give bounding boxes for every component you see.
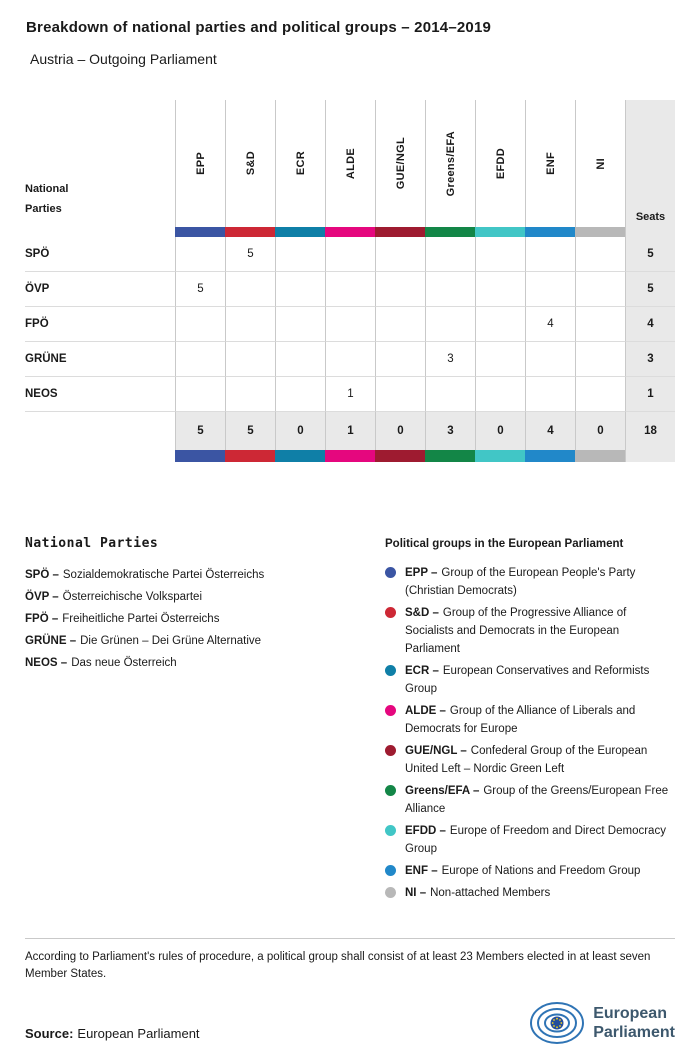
seat-cell (175, 377, 225, 412)
seat-cell (175, 237, 225, 272)
party-name: Österreichische Volkspartei (62, 591, 203, 603)
column-header-greensefa (425, 100, 475, 227)
seat-cell (175, 307, 225, 342)
column-header-label: GUE/NGL (394, 137, 407, 190)
seat-cell (325, 237, 375, 272)
party-total-seats: 1 (625, 377, 675, 412)
party-row-label: SPÖ (25, 237, 175, 272)
european-parliament-logo (529, 1000, 675, 1046)
legend-item-epp (385, 564, 675, 600)
group-abbr: NI – (405, 887, 427, 899)
seats-table (25, 100, 675, 462)
seat-cell: 3 (425, 342, 475, 377)
seats-column-cell (625, 227, 675, 237)
seat-cell: 5 (175, 272, 225, 307)
seat-cell: 5 (225, 237, 275, 272)
seat-cell (425, 377, 475, 412)
table-corner-header (25, 100, 175, 227)
seat-cell (375, 342, 425, 377)
seat-cell (425, 307, 475, 342)
corner-line-1: National (25, 183, 69, 195)
group-name: European Conservatives and Reformists Group (405, 665, 650, 695)
legend-item-fpo (25, 608, 385, 630)
greensefa-color-dot (385, 785, 396, 796)
party-name: Sozialdemokratische Partei Österreichs (62, 569, 265, 581)
column-header-label: EPP (194, 152, 207, 175)
legend-item-grune (25, 630, 385, 652)
seats-column-cell (625, 450, 675, 462)
column-header-sd (225, 100, 275, 227)
political-groups-legend (385, 536, 675, 906)
seat-cell (275, 377, 325, 412)
page-subtitle: Austria – Outgoing Parliament (30, 51, 217, 67)
seat-cell (575, 307, 625, 342)
logo-text-line-2: Parliament (593, 1024, 675, 1041)
seat-cell: 1 (325, 377, 375, 412)
legend-item-text (405, 862, 640, 880)
group-name: Non-attached Members (430, 887, 551, 899)
party-total-seats: 3 (625, 342, 675, 377)
column-header-label: Greens/EFA (444, 130, 457, 197)
legend-item-ni (385, 884, 675, 902)
enf-color-bar (525, 450, 575, 462)
seat-cell (525, 272, 575, 307)
seat-cell (225, 307, 275, 342)
seat-cell: 4 (525, 307, 575, 342)
page-title: Breakdown of national parties and political groups – 2014–2019 (26, 19, 492, 36)
seat-cell (375, 272, 425, 307)
alde-color-bar (325, 227, 375, 237)
alde-color-bar (325, 450, 375, 462)
seat-cell (575, 272, 625, 307)
group-total: 0 (375, 412, 425, 450)
epp-color-bar (175, 450, 225, 462)
source-line (25, 1026, 200, 1041)
total-seats: 18 (625, 412, 675, 450)
ecr-color-bar (275, 227, 325, 237)
party-abbr: ÖVP – (25, 591, 59, 603)
legends (25, 536, 675, 906)
seat-cell (225, 342, 275, 377)
party-total-seats: 5 (625, 237, 675, 272)
sd-color-bar (225, 450, 275, 462)
group-total: 1 (325, 412, 375, 450)
efdd-color-bar (475, 450, 525, 462)
sd-color-dot (385, 607, 396, 618)
group-name: Europe of Freedom and Direct Democracy Group (405, 825, 666, 855)
legend-item-text (405, 782, 675, 818)
alde-color-dot (385, 705, 396, 716)
seat-cell (525, 237, 575, 272)
corner-line-2: Parties (25, 203, 62, 215)
group-abbr: GUE/NGL – (405, 745, 467, 757)
column-header-alde (325, 100, 375, 227)
seat-cell (475, 342, 525, 377)
spacer-cell (25, 412, 175, 450)
column-header-label: EFDD (494, 147, 507, 180)
party-total-seats: 5 (625, 272, 675, 307)
group-name: Europe of Nations and Freedom Group (441, 865, 641, 877)
seat-cell (475, 307, 525, 342)
party-name: Freiheitliche Partei Österreichs (62, 613, 220, 625)
column-header-ecr (275, 100, 325, 227)
seat-cell (325, 272, 375, 307)
seat-cell (575, 377, 625, 412)
legend-item-ecr (385, 662, 675, 698)
group-abbr: EPP – (405, 567, 438, 579)
legend-item-text (405, 662, 675, 698)
legend-item-neos (25, 652, 385, 674)
party-row-label: NEOS (25, 377, 175, 412)
seats-column-header (625, 100, 675, 227)
seat-cell (475, 237, 525, 272)
guengl-color-dot (385, 745, 396, 756)
legend-item-efdd (385, 822, 675, 858)
legend-item-greensefa (385, 782, 675, 818)
column-header-label: ALDE (344, 147, 357, 180)
column-header-epp (175, 100, 225, 227)
seat-cell (475, 272, 525, 307)
group-abbr: ECR – (405, 665, 439, 677)
legend-item-text (405, 884, 550, 902)
party-name: Das neue Österreich (71, 657, 177, 669)
group-total: 5 (175, 412, 225, 450)
seat-cell (375, 237, 425, 272)
source-value: European Parliament (77, 1026, 200, 1041)
group-name: Confederal Group of the European United Left – Nordic Green Left (405, 745, 648, 775)
group-total: 0 (275, 412, 325, 450)
greensefa-color-bar (425, 227, 475, 237)
column-header-efdd (475, 100, 525, 227)
group-abbr: Greens/EFA – (405, 785, 480, 797)
seat-cell (375, 377, 425, 412)
seat-cell (575, 342, 625, 377)
legend-item-text (405, 702, 675, 738)
european-parliament-logo-mark (529, 1000, 585, 1046)
ni-color-bar (575, 227, 625, 237)
enf-color-dot (385, 865, 396, 876)
group-total: 0 (575, 412, 625, 450)
group-name: Group of the European People's Party (Christian Democrats) (405, 567, 636, 597)
political-groups-legend-title: Political groups in the European Parliament (385, 538, 624, 550)
group-name: Group of the Alliance of Liberals and Democrats for Europe (405, 705, 636, 735)
legend-item-enf (385, 862, 675, 880)
legend-item-sd (385, 604, 675, 658)
seat-cell (275, 307, 325, 342)
ecr-color-bar (275, 450, 325, 462)
guengl-color-bar (375, 450, 425, 462)
legend-item-text (405, 604, 675, 658)
seat-cell (175, 342, 225, 377)
group-total: 3 (425, 412, 475, 450)
enf-color-bar (525, 227, 575, 237)
seat-cell (525, 342, 575, 377)
european-parliament-logo-text (593, 1004, 675, 1042)
column-header-label: NI (594, 157, 607, 170)
legend-item-text (405, 564, 675, 600)
procedure-note: According to Parliament's rules of procedure, a political group shall consist of at least 23 Members elected in at least seven Member States. (25, 938, 675, 983)
spacer-cell (25, 450, 175, 462)
group-abbr: S&D – (405, 607, 439, 619)
greensefa-color-bar (425, 450, 475, 462)
guengl-color-bar (375, 227, 425, 237)
group-abbr: EFDD – (405, 825, 446, 837)
group-total: 4 (525, 412, 575, 450)
legend-item-alde (385, 702, 675, 738)
legend-item-text (405, 822, 675, 858)
seat-cell (325, 342, 375, 377)
seat-cell (275, 272, 325, 307)
sd-color-bar (225, 227, 275, 237)
legend-item-ovp (25, 586, 385, 608)
party-abbr: NEOS – (25, 657, 68, 669)
national-parties-legend (25, 536, 385, 906)
seat-cell (425, 237, 475, 272)
seat-cell (275, 237, 325, 272)
column-header-label: ENF (544, 152, 557, 175)
party-row-label: ÖVP (25, 272, 175, 307)
column-header-guengl (375, 100, 425, 227)
seat-cell (225, 272, 275, 307)
party-name: Die Grünen – Dei Grüne Alternative (80, 635, 262, 647)
group-abbr: ENF – (405, 865, 438, 877)
group-name: Group of the Progressive Alliance of Socialists and Democrats in the European Parliament (405, 607, 627, 655)
legend-item-spo (25, 564, 385, 586)
source-label: Source: (25, 1026, 74, 1041)
seat-cell (575, 237, 625, 272)
party-row-label: FPÖ (25, 307, 175, 342)
logo-text-line-1: European (593, 1005, 667, 1022)
group-name: Group of the Greens/European Free Alliance (405, 785, 669, 815)
seats-label: Seats (635, 211, 666, 223)
efdd-color-bar (475, 227, 525, 237)
seat-cell (325, 307, 375, 342)
column-header-label: S&D (244, 151, 257, 176)
seat-cell (375, 307, 425, 342)
ecr-color-dot (385, 665, 396, 676)
group-total: 0 (475, 412, 525, 450)
ni-color-dot (385, 887, 396, 898)
column-header-ni (575, 100, 625, 227)
national-parties-legend-title: National Parties (25, 536, 159, 551)
seat-cell (225, 377, 275, 412)
party-total-seats: 4 (625, 307, 675, 342)
party-abbr: GRÜNE – (25, 635, 77, 647)
ni-color-bar (575, 450, 625, 462)
seat-cell (475, 377, 525, 412)
party-row-label: GRÜNE (25, 342, 175, 377)
epp-color-bar (175, 227, 225, 237)
efdd-color-dot (385, 825, 396, 836)
party-abbr: FPÖ – (25, 613, 59, 625)
column-header-enf (525, 100, 575, 227)
legend-item-text (405, 742, 675, 778)
legend-item-guengl (385, 742, 675, 778)
group-total: 5 (225, 412, 275, 450)
party-abbr: SPÖ – (25, 569, 59, 581)
seat-cell (275, 342, 325, 377)
seat-cell (525, 377, 575, 412)
spacer-cell (25, 227, 175, 237)
epp-color-dot (385, 567, 396, 578)
column-header-label: ECR (294, 151, 307, 176)
group-abbr: ALDE – (405, 705, 446, 717)
seat-cell (425, 272, 475, 307)
